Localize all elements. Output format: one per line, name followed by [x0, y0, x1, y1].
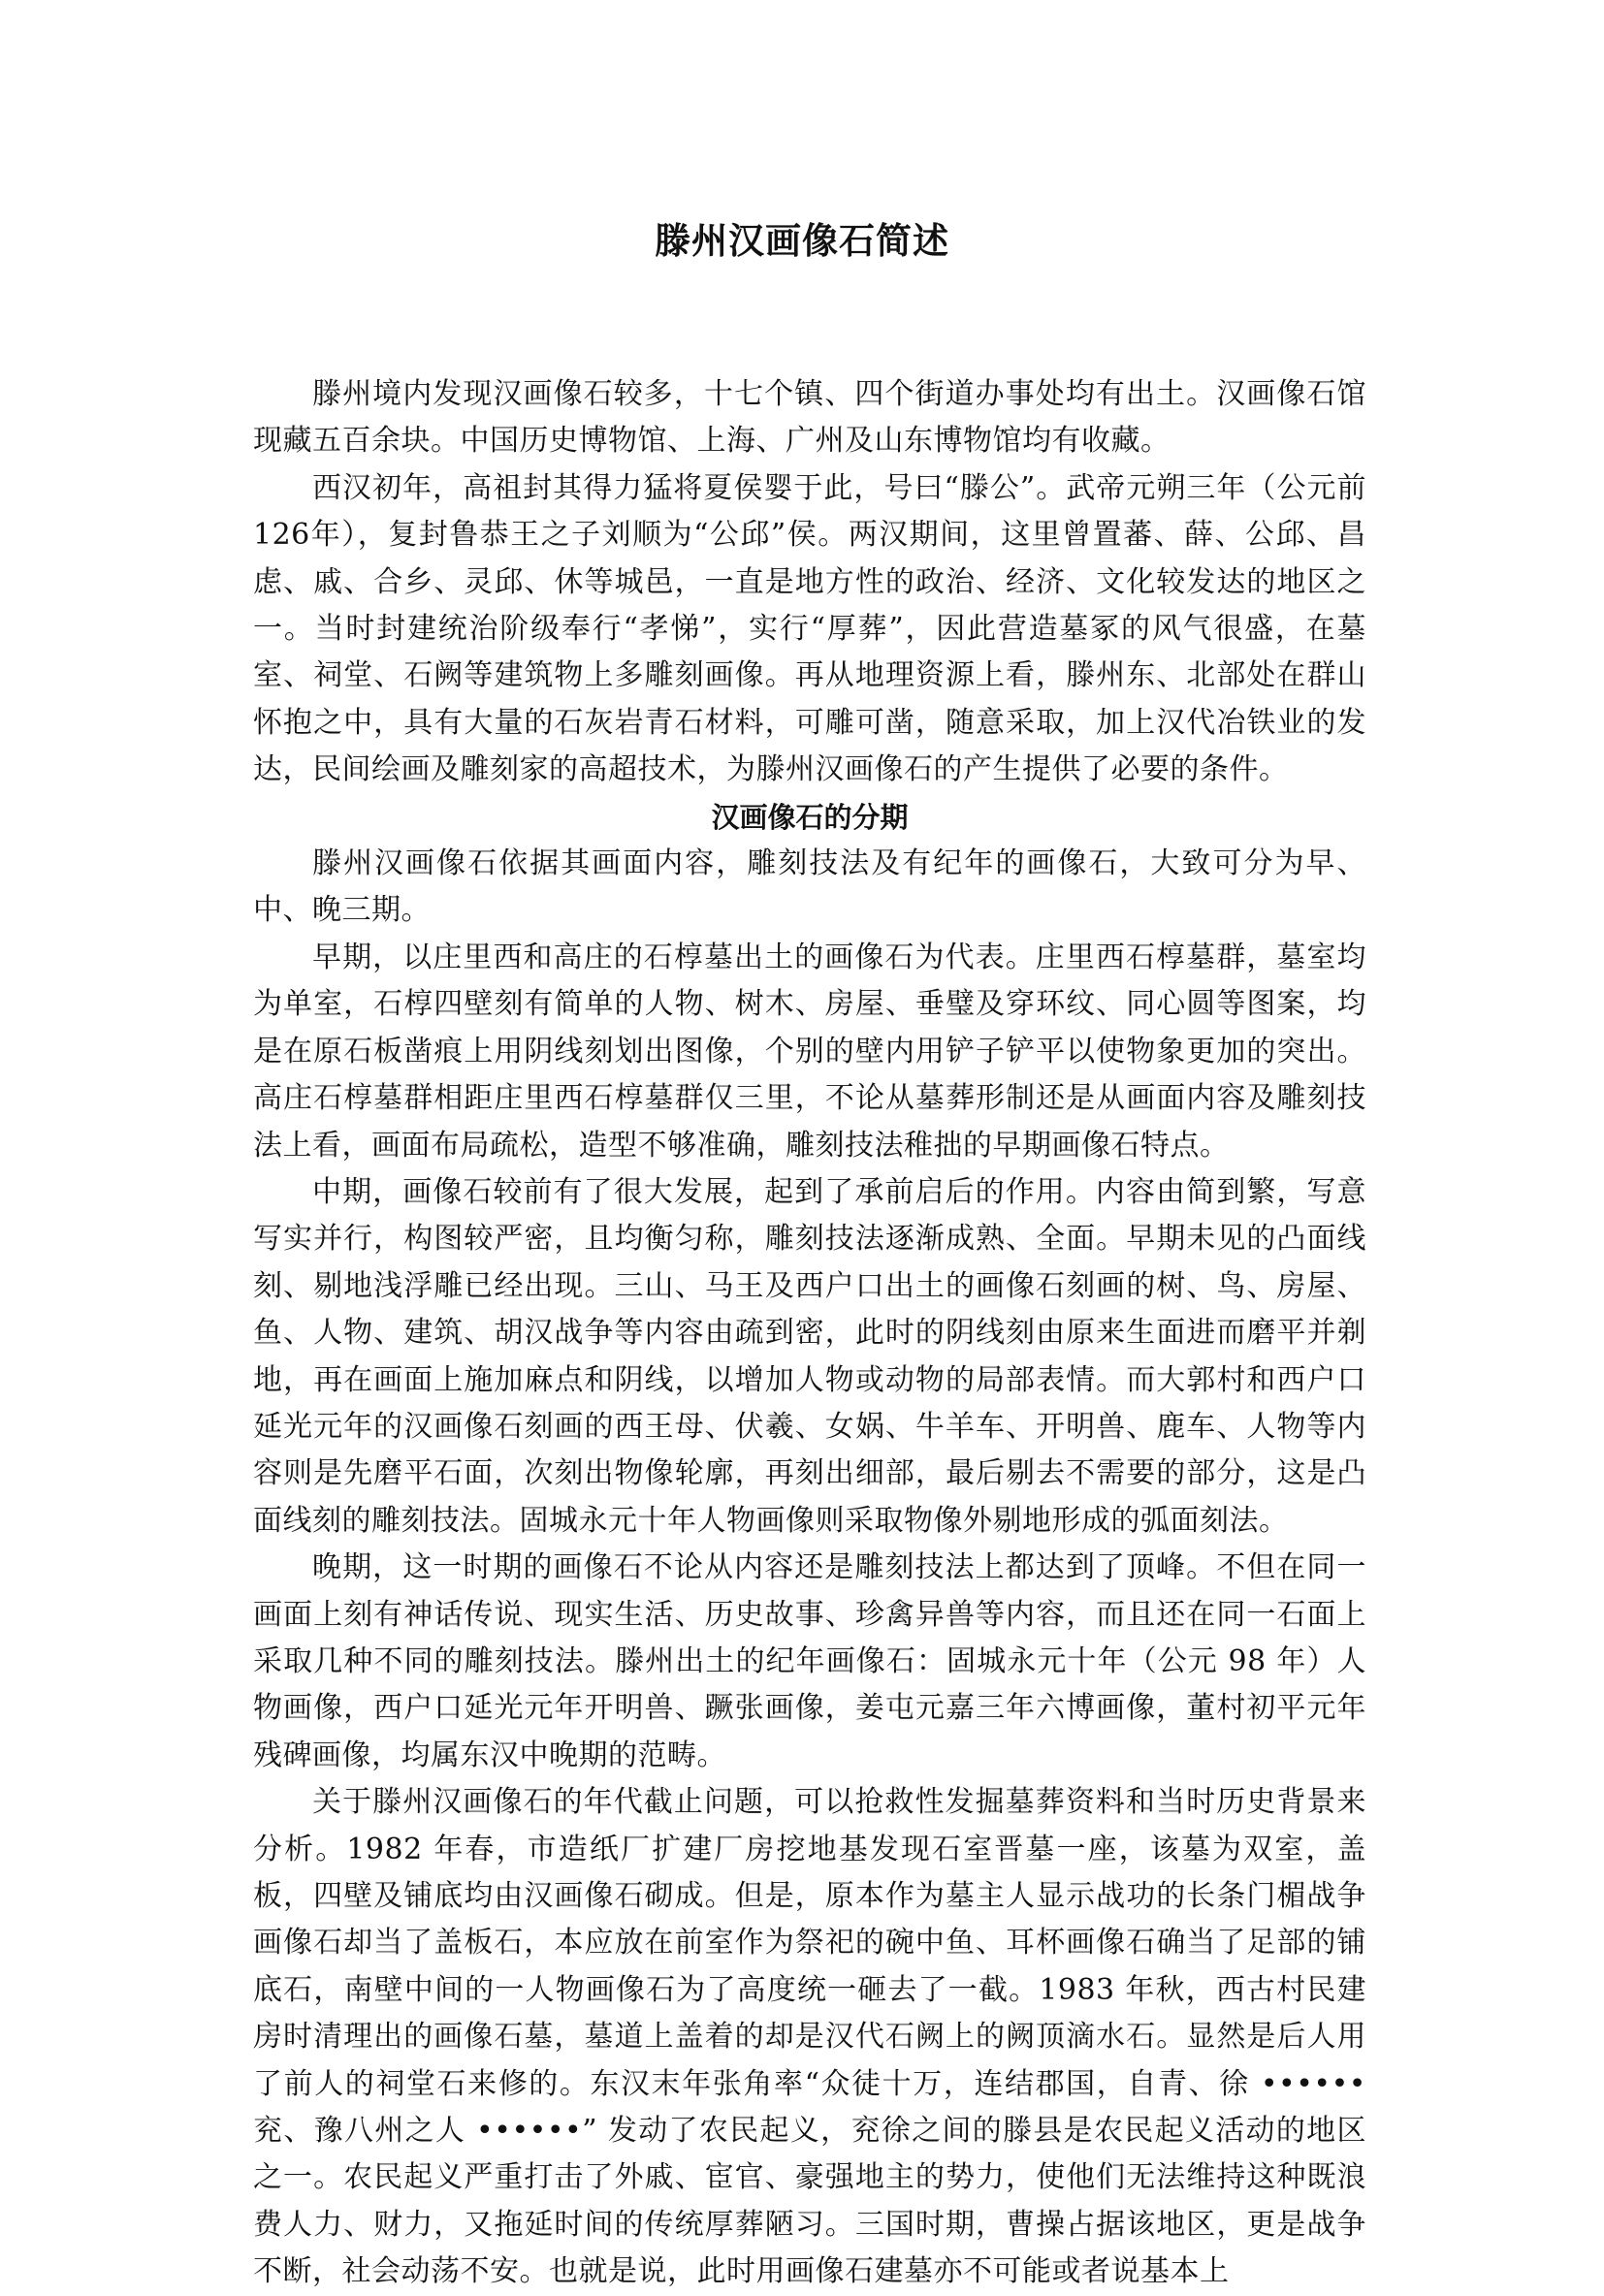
paragraph-intro-2: 西汉初年，高祖封其得力猛将夏侯婴于此，号曰“滕公”。武帝元朔三年（公元前 126年），复封鲁恭王之子刘顺为“公邱”侯。两汉期间，这里曾置蕃、薛、公邱、昌虑、戚、合乡、灵邱、休等城邑，一直是地方性的政治、经济、文化较发达的地区之一。当时封建统治阶级奉行“孝悌”，实行“厚葬”，因此营造墓冢的风气很盛，在墓室、祠堂、石阙等建筑物上多雕刻画像。再从地理资源上看，滕州东、北部处在群山怀抱之中，具有大量的石灰岩青石材料，可雕可凿，随意采取，加上汉代冶铁业的发达，民间绘画及雕刻家的高超技术，为滕州汉画像石的产生提供了必要的条件。 — [253, 470, 1366, 787]
document-title: 滕州汉画像石简述 — [655, 220, 949, 262]
paragraph-late-period: 晚期，这一时期的画像石不论从内容还是雕刻技法上都达到了顶峰。不但在同一画面上刻有神话传说、现实生活、历史故事、珍禽异兽等内容，而且还在同一石面上采取几种不同的雕刻技法。滕州出土的纪年画像石：固城永元十年（公元 98 年）人物画像，西户口延光元年开明兽、蹶张画像，姜屯元嘉三年六博画像，董村初平元年残碑画像，均属东汉中晚期的范畴。 — [253, 1550, 1366, 1772]
section-heading: 汉画像石的分期 — [711, 800, 909, 834]
paragraph-early-period: 早期，以庄里西和高庄的石椁墓出土的画像石为代表。庄里西石椁墓群，墓室均为单室，石椁四壁刻有简单的人物、树木、房屋、垂璧及穿环纹、同心圆等图案，均是在原石板凿痕上用阴线刻划出图像，个别的壁内用铲子铲平以使物象更加的突出。高庄石椁墓群相距庄里西石椁墓群仅三里，不论从墓葬形制还是从画面内容及雕刻技法上看，画面布局疏松，造型不够准确，雕刻技法稚拙的早期画像石特点。 — [253, 940, 1366, 1163]
paragraph-middle-period: 中期，画像石较前有了很大发展，起到了承前启后的作用。内容由简到繁，写意写实并行，构图较严密，且均衡匀称，雕刻技法逐渐成熟、全面。早期未见的凸面线刻、剔地浅浮雕已经出现。三山、马王及西户口出土的画像石刻画的树、鸟、房屋、鱼、人物、建筑、胡汉战争等内容由疏到密，此时的阴线刻由原来生面进而磨平并剃地，再在画面上施加麻点和阴线，以增加人物或动物的局部表情。而大郭村和西户口延光元年的汉画像石刻画的西王母、伏羲、女娲、牛羊车、开明兽、鹿车、人物等内容则是先磨平石面，次刻出物像轮廓，再刻出细部，最后剔去不需要的部分，这是凸面线刻的雕刻技法。固城永元十年人物画像则采取物像外剔地形成的弧面刻法。 — [253, 1174, 1366, 1538]
paragraph-intro-1: 滕州境内发现汉画像石较多，十七个镇、四个街道办事处均有出土。汉画像石馆现藏五百余块。中国历史博物馆、上海、广州及山东博物馆均有收藏。 — [253, 377, 1366, 459]
paragraph-dating-end: 关于滕州汉画像石的年代截止问题，可以抢救性发掘墓葬资料和当时历史背景来分析。1982 年春，市造纸厂扩建厂房挖地基发现石室晋墓一座，该墓为双室，盖板，四壁及铺底均由汉画像石砌成。但是，原本作为墓主人显示战功的长条门楣战争画像石却当了盖板石，本应放在前室作为祭祀的碗中鱼、耳杯画像石确当了足部的铺底石，南壁中间的一人物画像石为了高度统一砸去了一截。1983 年秋，西古村民建房时清理出的画像石墓，墓道上盖着的却是汉代石阙上的阙顶滴水石。显然是后人用了前人的祠堂石来修的。东汉末年张角率“众徒十万，连结郡国，自青、徐 •••••• 兖、豫八州之人 ••••••” 发动了农民起义，兖徐之间的滕县是农民起义活动的地区之一。农民起义严重打击了外戚、宦官、豪强地主的势力，使他们无法维持这种既浪费人力、财力，又拖延时间的传统厚葬陋习。三国时期，曹操占据该地区，更是战争不断，社会动荡不安。也就是说，此时用画像石建墓亦不可能或者说基本上 — [253, 1785, 1366, 2289]
document-body — [253, 371, 1366, 2296]
paragraph-periods-overview: 滕州汉画像石依据其画面内容，雕刻技法及有纪年的画像石，大致可分为早、中、晚三期。 — [253, 846, 1366, 928]
